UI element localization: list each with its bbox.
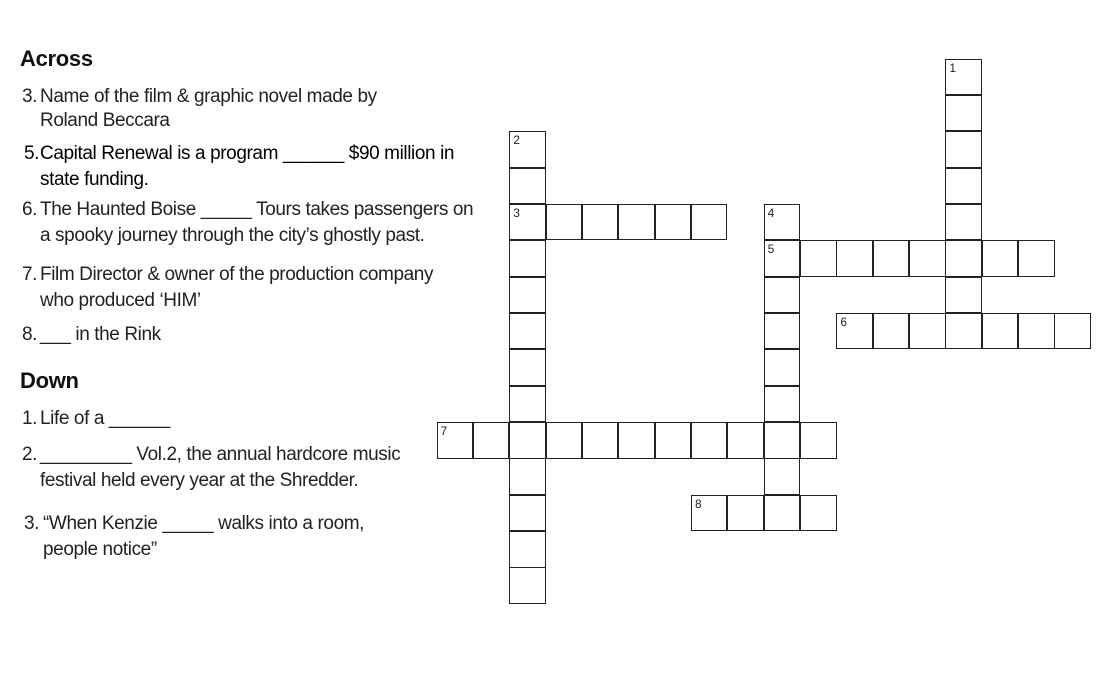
crossword-cell[interactable] (836, 313, 873, 350)
crossword-cell[interactable] (509, 495, 546, 532)
clue-text-line-1: Name of the film & graphic novel made by (40, 86, 377, 107)
crossword-cell[interactable] (909, 313, 946, 350)
crossword-cell[interactable] (982, 313, 1019, 350)
crossword-cell[interactable] (1054, 313, 1091, 350)
cell-number: 2 (513, 133, 520, 148)
clue-text-line-2: who produced ‘HIM’ (40, 290, 201, 311)
crossword-cell[interactable] (945, 95, 982, 132)
cell-number: 8 (694, 496, 702, 511)
crossword-cell[interactable] (764, 349, 801, 386)
clue-text-line-2: people notice” (43, 539, 157, 560)
crossword-cell[interactable] (618, 422, 655, 459)
crossword-cell[interactable] (509, 567, 546, 604)
crossword-cell[interactable] (945, 313, 982, 350)
clue-text-line-2: a spooky journey through the city’s ghostly past. (40, 225, 425, 246)
crossword-cell[interactable] (509, 458, 546, 495)
crossword-cell[interactable] (437, 422, 474, 459)
crossword-cell[interactable] (509, 204, 546, 241)
crossword-cell[interactable] (509, 349, 546, 386)
crossword-cell[interactable] (546, 422, 583, 459)
clue-text-line-1: “When Kenzie _____ walks into a room, (43, 513, 365, 534)
crossword-cell[interactable] (727, 495, 764, 532)
crossword-cell[interactable] (691, 204, 728, 241)
crossword-cell[interactable] (691, 422, 728, 459)
crossword-cell[interactable] (764, 277, 801, 314)
clue-number: 8. (22, 324, 38, 345)
crossword-cell[interactable] (764, 495, 801, 532)
clue-text-line-1: Capital Renewal is a program ______ $90 million in (40, 143, 455, 164)
cell-number: 4 (767, 205, 775, 220)
crossword-cell[interactable] (982, 240, 1019, 277)
crossword-cell[interactable] (727, 422, 764, 459)
across-heading: Across (20, 46, 93, 71)
crossword-cell[interactable] (1018, 313, 1055, 350)
cell-number: 5 (767, 242, 775, 257)
clue-number: 3. (22, 86, 38, 107)
clue-text-line-2: festival held every year at the Shredder. (40, 470, 359, 491)
cell-number: 1 (949, 60, 957, 75)
crossword-cell[interactable] (582, 204, 619, 241)
clue-number: 1. (22, 408, 38, 429)
crossword-cell[interactable] (473, 422, 510, 459)
crossword-cell[interactable] (764, 422, 801, 459)
crossword-cell[interactable] (582, 422, 619, 459)
crossword-cell[interactable] (945, 240, 982, 277)
clue-number: 7. (22, 264, 38, 285)
crossword-cell[interactable] (764, 386, 801, 423)
clue-number: 2. (22, 444, 38, 465)
down-heading: Down (20, 368, 79, 393)
crossword-cell[interactable] (509, 168, 546, 205)
crossword-cell[interactable] (509, 531, 546, 568)
crossword-cell[interactable] (509, 422, 546, 459)
crossword-cell[interactable] (546, 204, 583, 241)
crossword-cell[interactable] (945, 168, 982, 205)
clue-text-line-2: Roland Beccara (40, 110, 170, 131)
crossword-cell[interactable] (764, 313, 801, 350)
crossword-cell[interactable] (509, 131, 546, 168)
cell-number: 6 (840, 314, 848, 329)
clue-number: 6. (22, 199, 38, 220)
clue-text-line-2: state funding. (40, 169, 149, 190)
crossword-cell[interactable] (764, 240, 801, 277)
clue-text-line-1: _________ Vol.2, the annual hardcore music (40, 444, 401, 465)
clue-text-line-1: ___ in the Rink (40, 324, 161, 345)
crossword-cell[interactable] (655, 204, 692, 241)
crossword-cell[interactable] (945, 59, 982, 96)
cell-number: 3 (513, 205, 520, 220)
crossword-cell[interactable] (764, 204, 801, 241)
crossword-cell[interactable] (618, 204, 655, 241)
clue-number: 3. (24, 513, 40, 534)
crossword-cell[interactable] (764, 458, 801, 495)
clue-text-line-1: The Haunted Boise _____ Tours takes passengers on (40, 199, 474, 220)
crossword-cell[interactable] (509, 277, 546, 314)
clue-text-line-1: Film Director & owner of the production company (40, 264, 434, 285)
crossword-cell[interactable] (873, 240, 910, 277)
crossword-cell[interactable] (509, 313, 546, 350)
crossword-cell[interactable] (509, 386, 546, 423)
crossword-cell[interactable] (945, 277, 982, 314)
clue-number: 5. (24, 143, 40, 164)
crossword-cell[interactable] (909, 240, 946, 277)
crossword-cell[interactable] (945, 131, 982, 168)
crossword-cell[interactable] (691, 495, 728, 532)
crossword-cell[interactable] (509, 240, 546, 277)
crossword-cell[interactable] (945, 204, 982, 241)
clue-text-line-1: Life of a ______ (40, 408, 170, 429)
cell-number: 7 (440, 424, 448, 438)
crossword-cell[interactable] (836, 240, 873, 277)
crossword-cell[interactable] (873, 313, 910, 350)
crossword-cell[interactable] (800, 240, 837, 277)
crossword-cell[interactable] (800, 495, 837, 532)
crossword-cell[interactable] (800, 422, 837, 459)
crossword-cell[interactable] (655, 422, 692, 459)
crossword-cell[interactable] (1018, 240, 1055, 277)
